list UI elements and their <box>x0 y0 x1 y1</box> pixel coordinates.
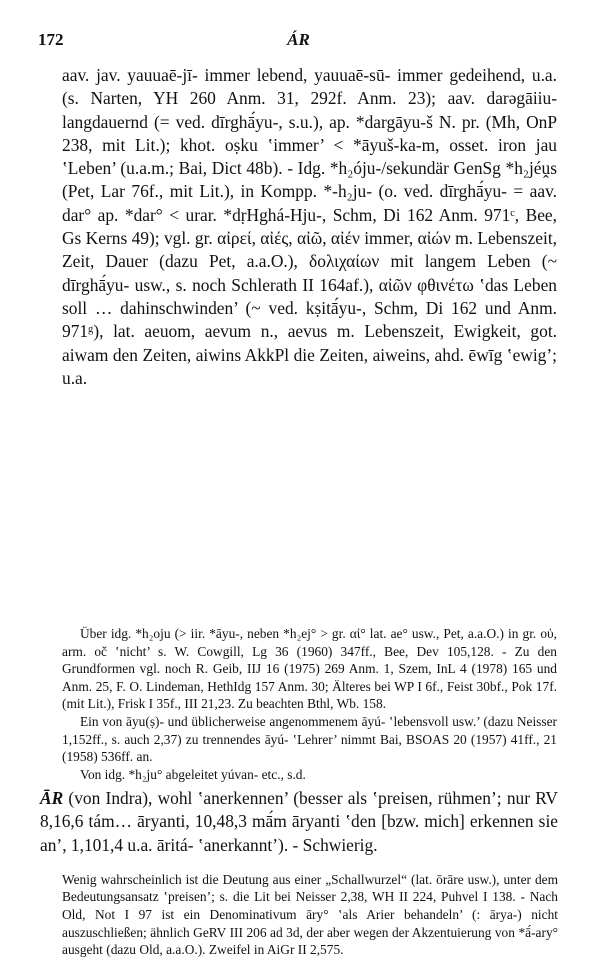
page-number: 172 <box>38 30 64 49</box>
note-paragraph: Ein von āyu(ṣ)- und üblicherweise angenommenem āyú- ʽlebensvoll usw.’ (dazu Neisser 1,152ff., s. auch 2,37) zu trennendes āyú- ʽLehrer’ nimmt Bai, BSOAS 20 (1957) 41ff., 21 (1958) 536ff. an. <box>62 713 557 765</box>
note-paragraph: Von idg. *h₂ju° abgeleitet yúvan- etc., s.d. <box>80 766 306 782</box>
continued-entry-notes <box>62 625 557 783</box>
note-paragraph: Über idg. *h₂oju (> iir. *āyu-, neben *h₂ej° > gr. αἰ° lat. ae° usw., Pet, a.a.O.) in gr. οὐ, arm. oč ʽnicht’ s. W. Cowgill, Lg 36 (1960) 347ff., Bee, Dev 105,128. - Zu den Grundformen vgl. noch R. Geib, IIJ 16 (1975) 269 Anm. 1, Szem, InL 4 (1978) 165 und Anm. 25, F. O. Lindeman, HethIdg 157 Anm. 30; Älteres bei WP I 6f., Feist 30bf., Pok 17f. (mit Lit.), Frisk I 35f., III 21,23. Zu beachten Bthl, Wb. 158. <box>62 626 557 712</box>
entry-ar-notes <box>40 871 558 959</box>
continued-entry <box>62 64 557 390</box>
headword: ĀR <box>40 788 64 808</box>
entry-body: aav. jav. yauuaē-jī- immer lebend, yauuaē-sū- immer gedeihend, u.a. (s. Narten, YH 260 Anm. 31, 292f. Anm. 23); aav. darəgāiiu- langdauernd (= ved. dīrghā́yu-, s.u.), ap. *dargāyu-š N. pr. (Mh, OnP 238, mit Lit.); khot. oṣku ʽimmer’ < *āyuš-ka-m, osset. iron jau ʽLeben’ (u.a.m.; Bai, Dict 48b). - Idg. *h₂óju-/sekundär GenSg *h₂jéṷs (Pet, Lar 76f., mit Lit.), in Kompp. *-h₂ju- (o. ved. dīrghā́yu- = aav. dar° ap. *dar° < urar. *dṛHghá-Hju-, Schm, Di 162 Anm. 971ᶜ, Bee, Gs Kerns 49); vgl. gr. αἰρεί, αἰές, αἰῶ, αἰέν immer, αἰών m. Lebenszeit, Zeit, Dauer (dazu Pet, a.a.O.), δολιχαίων mit langem Leben (~ dīrghā́yu- usw., s. noch Schlerath II 164af.), αἰῶν φθινέτω ʽdas Leben soll … dahinschwinden’ (~ ved. kṣitā́yu-, Schm, Di 162 und Anm. 971ᵍ), lat. aeuom, aevum n., aevus m. Lebenszeit, Ewigkeit, got. aiwam den Zeiten, aiwins AkkPl die Zeiten, aiweins, ahd. ēwīg ʽewig’; u.a. <box>62 65 557 388</box>
entry-ar-body <box>40 787 558 857</box>
running-head: ÁR <box>287 30 310 49</box>
entry-ar <box>40 787 558 959</box>
page-header <box>38 30 559 54</box>
entry-ar-text: (von Indra), wohl ʽanerkennen’ (besser als ʽpreisen, rühmen’; nur RV 8,16,6 tám… āryanti, 10,48,3 mā́m āryanti ʽden [bzw. mich] erkennen sie an’, 1,101,4 u.a. āritá- ʽanerkannt’). - Schwierig. <box>40 788 558 855</box>
note-paragraph: Wenig wahrscheinlich ist die Deutung aus einer „Schallwurzel“ (lat. ōrāre usw.), unter dem Bedeutungsansatz ʽpreisen’; s. die Lit bei Neisser 2,38, WH II 224, Puhvel I 138. - Nach Old, Not I 97 ist ein Denominativum āry° ʽals Arier behandeln’ (: ārya-) nicht auszuschließen; ähnlich GeRV III 206 ad 3d, der aber wegen der Akzentuierung von *ā́-ary° ausgeht (dazu Old, a.a.O.). Zweifel in AiGr II 2,575. <box>62 871 558 958</box>
